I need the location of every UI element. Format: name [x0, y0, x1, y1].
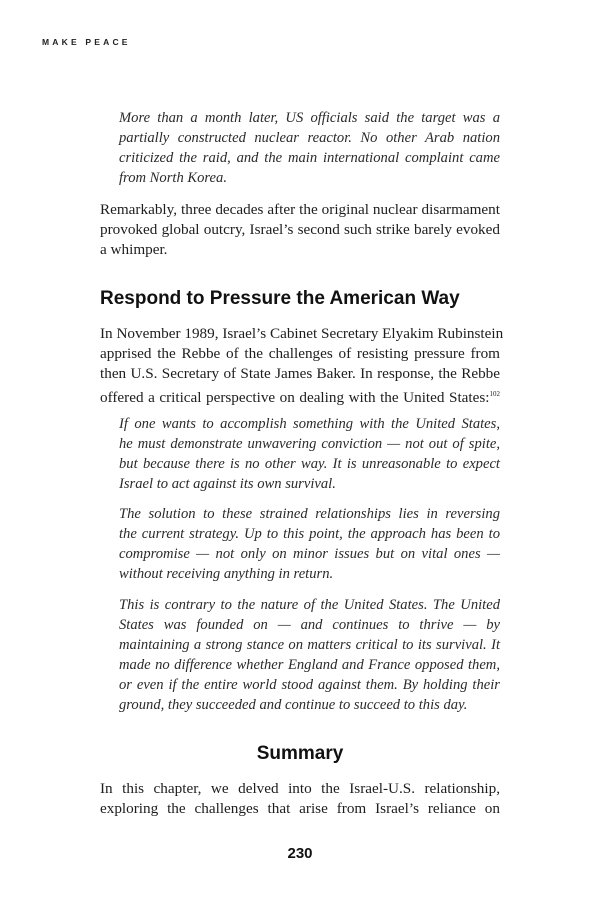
- text-line: criticized the raid, and the main international complaint came: [119, 150, 500, 166]
- section-heading: Respond to Pressure the American Way: [100, 288, 460, 309]
- block-quote: [119, 108, 500, 188]
- text-line: partially constructed nuclear reactor. No other Arab nation: [119, 130, 500, 146]
- running-head: MAKE PEACE: [42, 37, 131, 47]
- text-line: The solution to these strained relationships lies in reversing: [119, 506, 500, 522]
- page-number: 230: [287, 845, 313, 862]
- text-line: he must demonstrate unwavering conviction — not out of spite,: [119, 436, 500, 452]
- text-line: a whimper.: [100, 241, 168, 258]
- block-quote: [119, 595, 500, 715]
- paragraph: [100, 324, 504, 408]
- text-line: In November 1989, Israel’s Cabinet Secretary Elyakim Rubinstein: [100, 325, 504, 342]
- text-line: then U.S. Secretary of State James Baker. In response, the Rebbe: [100, 365, 500, 382]
- footnote-reference[interactable]: 102: [489, 390, 500, 398]
- text-line: apprised the Rebbe of the challenges of resisting pressure from: [100, 345, 500, 362]
- paragraph: [100, 200, 500, 260]
- text-line: In this chapter, we delved into the Israel-U.S. relationship,: [100, 780, 500, 797]
- text-line: More than a month later, US officials said the target was a: [119, 110, 500, 126]
- text-line-with-footnote: [100, 384, 500, 408]
- text-line: States was founded on — and continues to thrive — by: [119, 617, 500, 633]
- text-line: provoked global outcry, Israel’s second such strike barely evoked: [100, 221, 500, 238]
- block-quote: [119, 504, 500, 584]
- text-line: Israel to act against its own survival.: [119, 476, 336, 492]
- text-line: without receiving anything in return.: [119, 566, 334, 582]
- text-line: Remarkably, three decades after the original nuclear disarmament: [100, 201, 500, 218]
- text: offered a critical perspective on dealing with the United States:: [100, 389, 490, 406]
- text-line: ground, they succeeded and continue to succeed to this day.: [119, 697, 468, 713]
- text-line: made no difference whether England and France opposed them,: [119, 657, 500, 673]
- text-line: compromise — not only on minor issues but on vital ones —: [119, 546, 500, 562]
- text-line: or even if the entire world stood against them. By holding their: [119, 677, 500, 693]
- text-line: but because there is no other way. It is unreasonable to expect: [119, 456, 500, 472]
- text-line: If one wants to accomplish something with the United States,: [119, 416, 500, 432]
- text-line: from North Korea.: [119, 170, 227, 186]
- block-quote: [119, 414, 500, 494]
- text-line: the current strategy. Up to this point, the approach has been to: [119, 526, 500, 542]
- text-line: maintaining a strong stance on matters critical to its survival. It: [119, 637, 500, 653]
- text-line: exploring the challenges that arise from Israel’s reliance on: [100, 800, 500, 817]
- paragraph: [100, 779, 500, 819]
- section-heading: Summary: [256, 743, 344, 764]
- text-line: This is contrary to the nature of the United States. The United: [119, 597, 500, 613]
